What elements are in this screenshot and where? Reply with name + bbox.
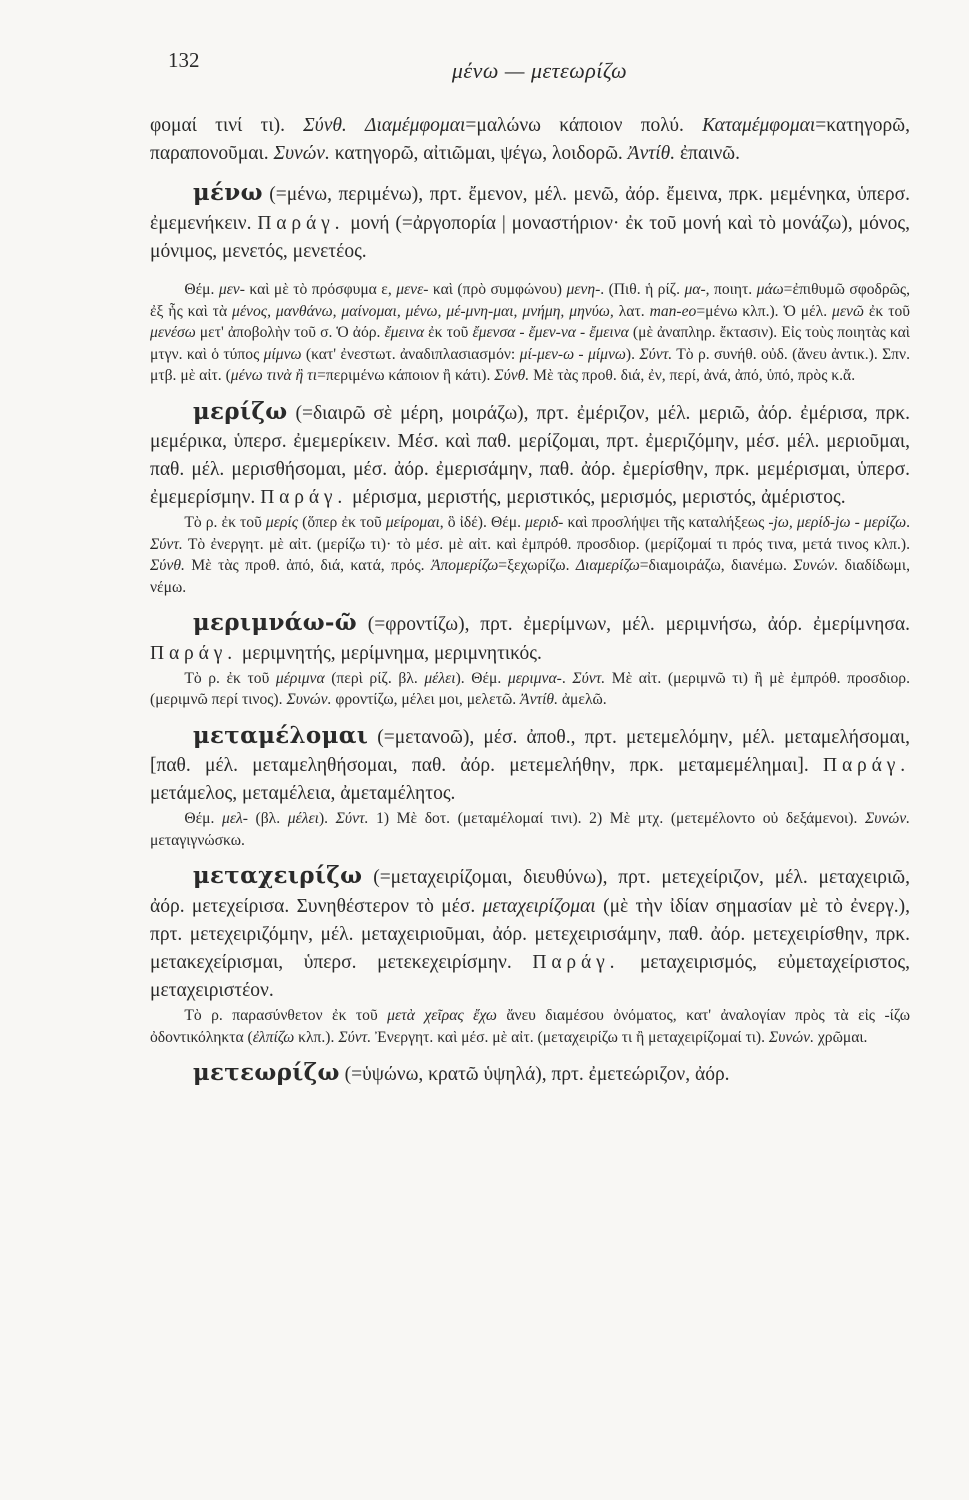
- italic-text: Σύνθ.: [303, 115, 347, 136]
- text-run: φομαί τινί τι).: [150, 115, 304, 136]
- derivatives-label: Παράγ.: [532, 951, 620, 973]
- text-run: φροντίζω, μέλει μοι, μελετῶ.: [331, 691, 521, 709]
- italic-text: Διαμερίζω: [575, 557, 640, 575]
- entry-meteorizo: [150, 1059, 910, 1089]
- italic-text: Σύντ.: [150, 535, 183, 553]
- entry-metamelomai: [150, 722, 910, 809]
- text-run: λατ.: [613, 302, 650, 320]
- text-run: (=μένω, περιμένω), πρτ. ἔμενον, μέλ. μενῶ, ἀόρ. ἔμεινα, πρκ. μεμένηκα, ὑπερσ. ἐμεμενήκειν.: [150, 184, 910, 234]
- text-run: .: [906, 514, 910, 532]
- derivatives-label: Παράγ.: [257, 212, 345, 234]
- italic-text: μεταχειρίζομαι: [482, 895, 596, 917]
- text-run: ἐκ τοῦ: [863, 302, 910, 320]
- text-run: (βλ.: [247, 810, 288, 828]
- text-run: μεταχειρισμός, εὐμεταχείριστος, μεταχειριστέον.: [150, 951, 910, 1002]
- italic-text: μέλει: [424, 669, 456, 687]
- text-run: χρῶμαι.: [813, 1028, 868, 1046]
- text-run: (μὲ ἀναπληρ. ἔκτασιν). Εἰς τοὺς ποιητὰς καὶ μτγν. καὶ ὁ τύπος: [150, 324, 910, 363]
- page-number: 132: [168, 48, 200, 72]
- entry-merizo: [150, 398, 910, 513]
- italic-text: Σύνθ.: [494, 367, 530, 385]
- italic-text: μενέσω: [150, 324, 196, 342]
- text-run: [347, 115, 365, 136]
- italic-text: μάω: [756, 281, 784, 299]
- text-run: (κατ' ἐνεστωτ. ἀναδιπλασιασμόν:: [301, 345, 520, 363]
- italic-text: man-eo: [649, 302, 697, 320]
- text-run: , ποιητ.: [705, 281, 757, 299]
- headword: μεριμνάω-ῶ: [192, 609, 357, 637]
- italic-text: ἔμεινα: [384, 324, 425, 342]
- italic-text: Συνών.: [286, 691, 332, 709]
- italic-text: μελ-: [222, 810, 248, 828]
- text-run: =ἐπιθυμῶ σφοδρῶς, ἐξ ἧς καὶ τὰ: [150, 281, 910, 320]
- italic-text: Διαμέμφομαι: [365, 115, 466, 136]
- headword: μετεωρίζω: [192, 1059, 340, 1087]
- text-run: ἀμελῶ.: [557, 691, 607, 709]
- entry-meno: [150, 179, 910, 266]
- italic-text: Σύντ.: [335, 810, 369, 828]
- text-run: ἄνευ διαμέσου ὀνόματος, κατ' ἀναλογίαν πρὸς τὰ εἰς -ίζω ὀδοντικόληκτα (: [150, 1007, 910, 1046]
- text-run: ἐπαινῶ.: [675, 143, 740, 165]
- text-run: καὶ μὲ τὸ πρόσφυμα ε,: [244, 281, 397, 299]
- italic-text: μα-: [684, 281, 706, 299]
- italic-text: μένος, μανθάνω, μαίνομαι, μένω, μέ-μνη-μαι, μνήμη, μηνύω,: [232, 302, 614, 320]
- italic-text: Σύντ.: [572, 669, 606, 687]
- italic-text: ἔμενσα - ἔμεν-να - ἔμεινα: [472, 324, 629, 342]
- italic-text: μενε-: [396, 281, 429, 299]
- text-run: μεταγιγνώσκω.: [150, 831, 245, 849]
- headword: μεταχειρίζω: [192, 862, 363, 890]
- italic-text: ἐλπίζω: [252, 1028, 295, 1046]
- text-run: =μαλώνω κάποιον πολύ.: [465, 115, 703, 136]
- text-run: Θέμ.: [184, 810, 222, 828]
- text-run: καὶ (πρὸ συμφώνου): [428, 281, 567, 299]
- running-head: μένω — μετεωρίζω: [451, 58, 628, 83]
- text-run: κλπ.).: [294, 1028, 339, 1046]
- italic-text: μεν-: [218, 281, 245, 299]
- text-run: (=διαιρῶ σὲ μέρη, μοιράζω), πρτ. ἐμέριζον, μέλ. μεριῶ, ἀόρ. ἐμέρισα, πρκ. μεμέρικα, ὑπερσ. ἐμεμερίκειν. Μέσ. καὶ παθ. μερίζομαι, πρτ. ἐμεριζόμην, μέσ. μέλ. μεριοῦμαι, παθ. μέλ. μερισθήσομαι, μέσ. ἀόρ. ἐμερισάμην, παθ. ἀόρ. ἐμερίσθην, πρκ. μεμέρισμαι, ὑπερσ. ἐμεμερίσμην.: [150, 402, 910, 509]
- italic-text: μερίς: [265, 514, 299, 532]
- italic-text: μείρομαι: [385, 514, 440, 532]
- text-run: (=ὑψώνω, κρατῶ ὑψηλά), πρτ. ἐμετεώριζον, ἀόρ.: [339, 1064, 730, 1086]
- note-metamelomai: [150, 808, 910, 851]
- text-run: Τὸ ἐνεργητ. μὲ αἰτ. (μερίζω τι)· τὸ μέσ. μὲ αἰτ. καὶ ἐμπρόθ. προσδιορ. (μερίζομαί τι πρός τινα, μετά τινος κλπ.).: [182, 535, 910, 553]
- text-run: Μὲ αἰτ. (μεριμνῶ τι) ἢ μὲ ἐμπρόθ. προσδιορ. (μεριμνῶ περί τινος).: [150, 669, 910, 709]
- italic-text: Συνών.: [793, 557, 839, 575]
- italic-text: Συνών.: [273, 143, 330, 165]
- text-run: ). Θέμ.: [455, 669, 508, 687]
- italic-text: Ἀπομερίζω: [430, 557, 499, 575]
- text-run: μονή (=ἀργοπορία | μοναστήριον· ἐκ τοῦ μονή καὶ τὸ μονάζω), μόνος, μόνιμος, μενετός, μενετέος.: [150, 212, 910, 262]
- text-run: Τὸ ρ. ἐκ τοῦ: [184, 669, 276, 687]
- text-run: =κατηγορῶ, παραπονοῦμαι.: [150, 115, 910, 165]
- text-run: Μὲ τὰς προθ. διά, ἐν, περί, ἀνά, ἀπό, ὑπό, πρὸς κ.ἄ.: [529, 367, 856, 385]
- text-run: μέρισμα, μεριστής, μεριστικός, μερισμός, μεριστός, ἀμέριστος.: [347, 487, 846, 509]
- note-merizo: [150, 512, 910, 598]
- italic-text: μέριμνα: [275, 669, 325, 687]
- text-run: (=μετανοῶ), μέσ. ἀποθ., πρτ. μετεμελόμην, μέλ. μεταμελήσομαι, [παθ. μέλ. μεταμεληθήσομαι, παθ. ἀόρ. μετεμελήθην, πρκ. μεταμεμέλημαι].: [150, 726, 910, 776]
- italic-text: Συνών.: [768, 1028, 814, 1046]
- text-run: μετ' ἀποβολὴν τοῦ σ. Ὁ ἀόρ.: [195, 324, 385, 342]
- italic-text: μενη-: [566, 281, 601, 299]
- text-run: =μένω κλπ.). Ὁ μέλ.: [696, 302, 833, 320]
- text-run: μετάμελος, μεταμέλεια, ἀμεταμέλητος.: [150, 783, 456, 805]
- headword: μεταμέλομαι: [192, 721, 369, 749]
- italic-text: Ἀντίθ.: [627, 143, 676, 165]
- text-run: . (Πιθ. ἡ ρίζ.: [600, 281, 685, 299]
- entry-merimnao: [150, 609, 910, 667]
- text-run: Τὸ ρ. παρασύνθετον ἐκ τοῦ: [184, 1007, 388, 1025]
- text-run: .: [561, 669, 573, 687]
- italic-text: -jω, μερίδ-jω - μερίζω: [768, 514, 907, 532]
- text-run: 1) Μὲ δοτ. (μεταμέλομαί τινι). 2) Μὲ μτχ. (μετεμέλοντο οὐ δεξάμενοι).: [368, 810, 865, 828]
- text-run: (μὲ τὴν ἰδίαν σημασίαν μὲ τὸ ἐνεργ.), πρτ. μετεχειριζόμην, μέλ. μεταχειριοῦμαι, ἀόρ. μετεχειρισάμην, παθ. ἀόρ. μετεχειρίσθην, πρκ. μετακεχείρισμαι, ὑπερσ. μετεκεχειρίσμην.: [150, 895, 910, 973]
- italic-text: Σύντ.: [338, 1028, 372, 1046]
- text-run: (=μεταχειρίζομαι, διευθύνω), πρτ. μετεχείριζον, μέλ. μεταχειριῶ, ἀόρ. μετεχείρισα. Συνηθέστερον τὸ μέσ.: [150, 867, 910, 917]
- headword: μένω: [192, 179, 263, 207]
- text-run: ).: [625, 345, 640, 363]
- headword: μερίζω: [192, 397, 288, 425]
- text-run: κατηγορῶ, αἰτιῶμαι, ψέγω, λοιδορῶ.: [329, 143, 628, 165]
- text-run: Ἐνεργητ. καὶ μέσ. μὲ αἰτ. (μεταχειρίζω τι ἢ μεταχειρίζομαί τι).: [371, 1028, 769, 1046]
- text-run: , ὃ ἰδέ). Θέμ.: [439, 514, 526, 532]
- text-run: Μὲ τὰς προθ. ἀπό, διά, κατά, πρός.: [184, 557, 431, 575]
- italic-text: Ἀντίθ.: [520, 691, 558, 709]
- italic-text: μεριδ-: [525, 514, 564, 532]
- text-run: (περὶ ρίζ. βλ.: [324, 669, 425, 687]
- text-run: ἐκ τοῦ: [424, 324, 473, 342]
- text-run: =ξεχωρίζω.: [498, 557, 576, 575]
- italic-text: μί-μεν-ω - μίμνω: [519, 345, 626, 363]
- italic-text: Σύνθ.: [150, 557, 185, 575]
- italic-text: μενῶ: [832, 302, 864, 320]
- text-run: (=φροντίζω), πρτ. ἐμερίμνων, μέλ. μεριμνήσω, ἀόρ. ἐμερίμνησα.: [356, 614, 910, 636]
- text-run: καὶ προσλήψει τῆς καταλήξεως: [563, 514, 769, 532]
- text-run: =διαμοιράζω, διανέμω.: [639, 557, 794, 575]
- text-run: Τὸ ρ. ἐκ τοῦ: [184, 514, 266, 532]
- entry-metacheirizo: [150, 862, 910, 1005]
- italic-text: μέλει: [287, 810, 319, 828]
- note-meno: [150, 279, 910, 387]
- entry-continuation: [150, 112, 910, 168]
- note-merimnao: [150, 668, 910, 711]
- text-run: διαδίδωμι, νέμω.: [150, 557, 910, 596]
- italic-text: Σύντ.: [639, 345, 673, 363]
- text-run: (ὅπερ ἐκ τοῦ: [298, 514, 386, 532]
- italic-text: Συνών.: [864, 810, 911, 828]
- italic-text: μένω τινὰ ἢ τι: [230, 367, 318, 385]
- derivatives-label: Παράγ.: [823, 754, 910, 776]
- text-run: Τὸ ρ. συνήθ. οὐδ. (ἄνευ ἀντικ.). Σπν. μτβ. μὲ αἰτ. (: [150, 345, 910, 385]
- derivatives-label: Παράγ.: [260, 487, 348, 509]
- text-run: ).: [318, 810, 336, 828]
- dictionary-column: [150, 112, 910, 1090]
- note-metacheirizo: [150, 1005, 910, 1048]
- text-run: μεριμνητής, μερίμνημα, μεριμνητικός.: [237, 642, 542, 664]
- italic-text: μεριμνα-: [507, 669, 562, 687]
- italic-text: μετὰ χεῖρας ἔχω: [387, 1007, 497, 1025]
- text-run: Θέμ.: [184, 281, 219, 299]
- italic-text: Καταμέμφομαι: [702, 115, 816, 136]
- text-run: =περιμένω κάποιον ἢ κάτι).: [317, 367, 495, 385]
- derivatives-label: Παράγ.: [150, 642, 237, 664]
- italic-text: μίμνω: [263, 345, 302, 363]
